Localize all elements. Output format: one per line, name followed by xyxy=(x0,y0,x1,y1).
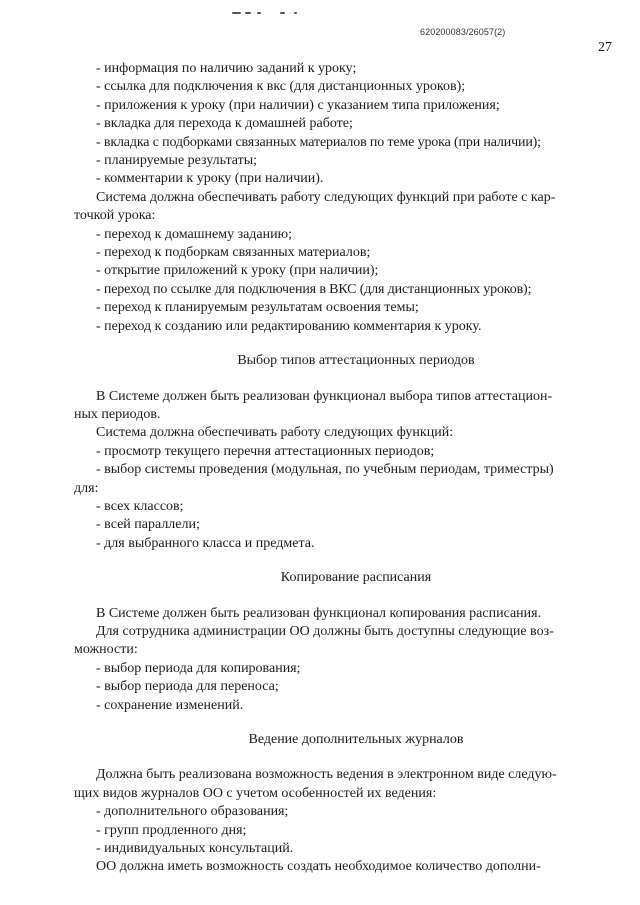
section-heading-journals: Ведение дополнительных журналов xyxy=(248,732,464,747)
section-heading-schedule: Копирование расписания xyxy=(280,570,432,586)
list-item: - дополнительного образования; xyxy=(96,804,289,820)
paragraph-line: щих видов журналов ОО с учетом особенностей их ведения: xyxy=(74,785,437,801)
paragraph-line: Должна быть реализована возможность ведения в электронном виде следую- xyxy=(96,767,557,783)
journals-section xyxy=(74,766,602,876)
schedule-section xyxy=(74,605,602,715)
list-item: - ссылка для подключения к вкс (для дистанционных уроков); xyxy=(96,79,466,95)
paragraph-line: точкой урока: xyxy=(74,208,156,224)
page-number: 27 xyxy=(598,40,612,55)
list-item: - переход к подборкам связанных материалов; xyxy=(96,245,371,261)
list-item: - выбор периода для переноса; xyxy=(96,679,279,695)
paragraph-line: В Системе должен быть реализован функционал выбора типов аттестацион- xyxy=(96,388,553,404)
paragraph-line: В Системе должен быть реализован функционал копирования расписания. xyxy=(96,605,542,621)
paragraph-line: Для сотрудника администрации ОО должны быть доступны следующие воз- xyxy=(96,623,554,639)
paragraph-line: Система должна обеспечивать работу следующих функций: xyxy=(96,425,454,441)
list-item: - сохранение изменений. xyxy=(96,697,244,713)
list-item: - переход к домашнему заданию; xyxy=(96,226,292,242)
lesson-card-contents-list xyxy=(74,60,602,189)
list-subitem: - для выбранного класса и предмета. xyxy=(96,535,315,551)
list-item: - информация по наличию заданий к уроку; xyxy=(96,61,357,76)
paragraph-line: Система должна обеспечивать работу следующих функций при работе с кар- xyxy=(96,189,556,205)
list-item: - вкладка для перехода к домашней работе; xyxy=(96,116,353,132)
list-item: - планируемые результаты; xyxy=(96,153,258,169)
list-item: - индивидуальных консультаций. xyxy=(96,841,294,857)
list-item: - приложения к уроку (при наличии) с указанием типа приложения; xyxy=(96,97,500,113)
list-item: - открытие приложений к уроку (при наличии); xyxy=(96,263,379,279)
list-item: - переход к созданию или редактированию комментария к уроку. xyxy=(96,318,482,334)
list-item: - выбор системы проведения (модульная, по учебным периодам, триместры) xyxy=(96,462,554,478)
card-functions-list xyxy=(74,226,602,336)
periods-section xyxy=(74,388,602,554)
list-item: - выбор периода для копирования; xyxy=(96,660,301,676)
list-item-continuation: для: xyxy=(74,480,99,496)
document-code: 620200083/26057(2) xyxy=(420,27,506,37)
list-subitem: - всех классов; xyxy=(96,498,184,514)
list-item: - комментарии к уроку (при наличии). xyxy=(96,171,324,187)
document-body xyxy=(74,60,602,877)
list-item: - просмотр текущего перечня аттестационных периодов; xyxy=(96,443,435,459)
paragraph-line: ных периодов. xyxy=(74,406,161,422)
list-item: - переход по ссылке для подключения в ВКС (для дистанционных уроков); xyxy=(96,281,532,297)
list-item: - групп продленного дня; xyxy=(96,822,247,838)
paragraph-line: можности: xyxy=(74,642,138,658)
list-item: - вкладка с подборками связанных материалов по теме урока (при наличии); xyxy=(96,134,541,150)
list-item: - переход к планируемым результатам освоения темы; xyxy=(96,300,419,316)
card-functions-paragraph xyxy=(74,189,602,226)
scan-marks xyxy=(232,10,302,16)
section-heading-periods: Выбор типов аттестационных периодов xyxy=(237,353,475,369)
list-subitem: - всей параллели; xyxy=(96,517,200,533)
paragraph-line: ОО должна иметь возможность создать необходимое количество дополни- xyxy=(96,859,541,875)
